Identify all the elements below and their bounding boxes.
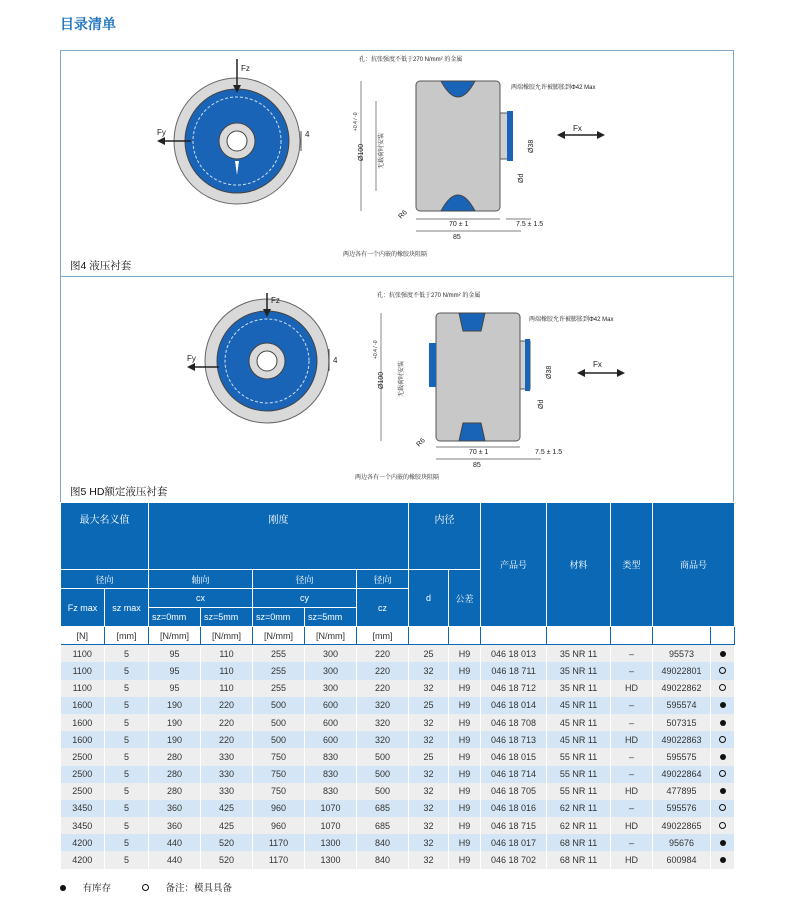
in-stock-dot-icon [720, 788, 726, 794]
table-cell: 55 NR 11 [547, 783, 611, 800]
table-cell: 190 [149, 714, 201, 731]
dim-4-label: 4 [305, 130, 310, 139]
table-cell: 750 [253, 766, 305, 783]
table-cell: 960 [253, 800, 305, 817]
legend-note-label: 备注：模具具备 [165, 883, 232, 894]
table-cell: 110 [201, 645, 253, 663]
table-cell: 190 [149, 731, 201, 748]
table-cell: 1300 [305, 834, 357, 851]
table-row [61, 800, 735, 817]
table-cell: 3450 [61, 800, 105, 817]
table-cell: 5 [105, 645, 149, 663]
unit-cell: [N/mm] [305, 627, 357, 645]
table-cell: H9 [449, 662, 481, 679]
hd-hydraulic-bushing-drawing [61, 277, 733, 503]
table-cell: 220 [201, 714, 253, 731]
table-cell: 32 [409, 783, 449, 800]
table-cell: 330 [201, 783, 253, 800]
table-cell: 750 [253, 783, 305, 800]
availability-cell [711, 645, 735, 663]
table-cell: H9 [449, 783, 481, 800]
dia-tol: +0.4 / -0 [353, 112, 359, 131]
availability-cell [711, 766, 735, 783]
table-cell: 1170 [253, 851, 305, 868]
unit-cell: [mm] [357, 627, 409, 645]
table-cell: 300 [305, 680, 357, 697]
table-cell: 685 [357, 800, 409, 817]
load-direction: 无载荷时安装 [379, 132, 385, 169]
front-view [187, 293, 329, 423]
table-cell: 840 [357, 851, 409, 868]
table-cell: 25 [409, 748, 449, 765]
mold-available-dot-icon [719, 804, 726, 811]
fz-label: Fz [241, 64, 250, 73]
unit-cell [611, 627, 653, 645]
table-row [61, 662, 735, 679]
table-body [61, 627, 735, 869]
table-cell: 320 [357, 731, 409, 748]
table-cell: 1300 [305, 851, 357, 868]
table-cell: H9 [449, 731, 481, 748]
table-cell: 45 NR 11 [547, 697, 611, 714]
table-cell: 5 [105, 748, 149, 765]
header-material: 材料 [547, 503, 611, 627]
table-cell: 1170 [253, 834, 305, 851]
table-cell: 595574 [653, 697, 711, 714]
table-row [61, 645, 735, 663]
table-cell: 595575 [653, 748, 711, 765]
table-cell: 046 18 014 [481, 697, 547, 714]
table-cell: 5 [105, 662, 149, 679]
in-stock-dot-icon [720, 651, 726, 657]
header-radial-2: 径向 [253, 570, 357, 589]
table-cell: 95 [149, 680, 201, 697]
table-cell: 360 [149, 817, 201, 834]
figure-4 [60, 50, 734, 278]
table-cell: 5 [105, 714, 149, 731]
table-cell: 5 [105, 766, 149, 783]
table-cell: 62 NR 11 [547, 800, 611, 817]
table-cell: 360 [149, 800, 201, 817]
table-cell: 220 [357, 680, 409, 697]
header-cz: cz [357, 589, 409, 627]
table-cell: 32 [409, 817, 449, 834]
header-cy: cy [253, 589, 357, 608]
availability-cell [711, 714, 735, 731]
mold-available-dot-icon [719, 736, 726, 743]
dim-7-5: 7.5 ± 1.5 [516, 221, 544, 228]
table-cell: 25 [409, 697, 449, 714]
table-cell: 840 [357, 834, 409, 851]
header-sz0-a: sz=0mm [149, 608, 201, 627]
table-cell: 280 [149, 783, 201, 800]
availability-cell [711, 800, 735, 817]
table-cell: 1070 [305, 800, 357, 817]
table-cell: 220 [357, 662, 409, 679]
table-cell: – [611, 645, 653, 663]
table-cell: 95 [149, 645, 201, 663]
fx-label: Fx [573, 124, 582, 133]
table-cell: 830 [305, 766, 357, 783]
table-cell: H9 [449, 800, 481, 817]
side-view [381, 313, 625, 459]
table-cell: 520 [201, 834, 253, 851]
mold-available-dot-icon [719, 684, 726, 691]
table-row [61, 834, 735, 851]
in-stock-dot-icon [720, 840, 726, 846]
table-cell: 046 18 705 [481, 783, 547, 800]
table-cell: 62 NR 11 [547, 817, 611, 834]
table-cell: 4200 [61, 834, 105, 851]
table-cell: 5 [105, 697, 149, 714]
dim-7-5: 7.5 ± 1.5 [535, 449, 563, 456]
note-top: 孔：抗张强度不低于270 N/mm² 的金属 [377, 293, 481, 299]
figure-5 [60, 276, 734, 504]
table-cell: 330 [201, 766, 253, 783]
note-top: 孔：抗张强度不低于270 N/mm² 的金属 [359, 57, 463, 63]
table-row [61, 783, 735, 800]
table-cell: 3450 [61, 817, 105, 834]
table-cell: H9 [449, 851, 481, 868]
table-cell: 1100 [61, 662, 105, 679]
table-cell: 600 [305, 714, 357, 731]
table-cell: H9 [449, 817, 481, 834]
table-cell: 5 [105, 817, 149, 834]
table-cell: 255 [253, 680, 305, 697]
in-stock-dot-icon [720, 720, 726, 726]
table-cell: 32 [409, 714, 449, 731]
header-type: 类型 [611, 503, 653, 627]
unit-cell [481, 627, 547, 645]
table-cell: 1070 [305, 817, 357, 834]
table-cell: 49022865 [653, 817, 711, 834]
table-cell: 35 NR 11 [547, 645, 611, 663]
table-cell: 32 [409, 766, 449, 783]
table-cell: H9 [449, 645, 481, 663]
table-cell: 300 [305, 662, 357, 679]
table-cell: 1100 [61, 680, 105, 697]
unit-cell: [N/mm] [149, 627, 201, 645]
table-cell: 595576 [653, 800, 711, 817]
figure-caption: 图5 HD额定液压衬套 [70, 486, 168, 498]
dia-d: Ød [518, 173, 525, 183]
unit-cell [547, 627, 611, 645]
table-cell: 110 [201, 662, 253, 679]
table-cell: 046 18 016 [481, 800, 547, 817]
table-cell: 49022801 [653, 662, 711, 679]
table-cell: – [611, 714, 653, 731]
table-cell: 49022863 [653, 731, 711, 748]
table-row [61, 680, 735, 697]
fz-label: Fz [271, 296, 280, 305]
availability-cell [711, 834, 735, 851]
table-cell: – [611, 697, 653, 714]
table-cell: 220 [201, 731, 253, 748]
table-cell: – [611, 834, 653, 851]
table-cell: 320 [357, 697, 409, 714]
fy-label: Fy [157, 128, 166, 137]
table-cell: H9 [449, 766, 481, 783]
table-cell: 046 18 713 [481, 731, 547, 748]
table-cell: H9 [449, 714, 481, 731]
header-cx: cx [149, 589, 253, 608]
table-cell: 25 [409, 645, 449, 663]
legend-stock [60, 883, 125, 894]
fy-label: Fy [187, 354, 196, 363]
availability-cell [711, 731, 735, 748]
table-cell: 425 [201, 817, 253, 834]
table-cell: 477895 [653, 783, 711, 800]
table-cell: 5 [105, 680, 149, 697]
table-cell: 830 [305, 783, 357, 800]
table-cell: 046 18 017 [481, 834, 547, 851]
table-cell: – [611, 766, 653, 783]
table-cell: 500 [253, 697, 305, 714]
table-cell: 500 [357, 748, 409, 765]
unit-cell: [N/mm] [201, 627, 253, 645]
table-cell: 95 [149, 662, 201, 679]
unit-cell [711, 627, 735, 645]
table-cell: 95676 [653, 834, 711, 851]
radius-r6: R6 [415, 437, 427, 449]
table-cell: H9 [449, 680, 481, 697]
dia-d: Ød [538, 399, 545, 409]
table-cell: 046 18 013 [481, 645, 547, 663]
table-row [61, 766, 735, 783]
table-cell: 4200 [61, 851, 105, 868]
table-cell: 45 NR 11 [547, 714, 611, 731]
legend [60, 880, 260, 894]
table-cell: HD [611, 783, 653, 800]
hydraulic-bushing-drawing [61, 51, 733, 277]
unit-cell [449, 627, 481, 645]
availability-cell [711, 817, 735, 834]
dia-tol: +0.4 / -0 [373, 340, 379, 359]
table-cell: 5 [105, 783, 149, 800]
table-cell: 95573 [653, 645, 711, 663]
dim-4-label: 4 [333, 356, 338, 365]
table-cell: 32 [409, 851, 449, 868]
table-cell: 960 [253, 817, 305, 834]
table-cell: 425 [201, 800, 253, 817]
table-row [61, 714, 735, 731]
legend-stock-label: 有库存 [82, 883, 112, 894]
dia-38: Ø38 [528, 139, 535, 153]
header-axial: 轴向 [149, 570, 253, 589]
load-direction: 无载荷时安装 [399, 360, 405, 397]
dia-38: Ø38 [546, 365, 553, 379]
figure-caption: 图4 液压衬套 [70, 260, 132, 272]
fx-label: Fx [593, 360, 602, 369]
table-cell: 500 [357, 783, 409, 800]
header-sz5-b: sz=5mm [305, 608, 357, 627]
dia-outer: Ø100 [358, 143, 365, 161]
table-cell: 500 [253, 731, 305, 748]
table-cell: HD [611, 817, 653, 834]
mold-available-dot-icon [719, 770, 726, 777]
table-cell: 32 [409, 834, 449, 851]
table-cell: 2500 [61, 783, 105, 800]
table-cell: 600 [305, 731, 357, 748]
table-cell: 1100 [61, 645, 105, 663]
availability-cell [711, 783, 735, 800]
table-cell: 500 [357, 766, 409, 783]
table-cell: – [611, 800, 653, 817]
header-max-nominal: 最大名义值 [61, 503, 149, 570]
table-cell: 046 18 715 [481, 817, 547, 834]
table-cell: – [611, 748, 653, 765]
table-cell: 55 NR 11 [547, 748, 611, 765]
table-cell: 32 [409, 800, 449, 817]
availability-cell [711, 680, 735, 697]
table-cell: 220 [201, 697, 253, 714]
table-cell: 600 [305, 697, 357, 714]
in-stock-dot-icon [720, 857, 726, 863]
filled-dot-icon [60, 885, 66, 891]
legend-note [142, 883, 246, 894]
table-cell: 5 [105, 731, 149, 748]
table-cell: 046 18 711 [481, 662, 547, 679]
availability-cell [711, 851, 735, 868]
table-cell: 046 18 708 [481, 714, 547, 731]
table-cell: 110 [201, 680, 253, 697]
spec-table [60, 502, 735, 869]
table-cell: 45 NR 11 [547, 731, 611, 748]
note-side: 两端橡胶允许被膨胀到Φ42 Max [529, 317, 614, 323]
hollow-dot-icon [142, 884, 149, 891]
table-cell: 440 [149, 851, 201, 868]
table-cell: 55 NR 11 [547, 766, 611, 783]
header-sz-max: sz max [105, 589, 149, 627]
header-fz-max: Fz max [61, 589, 105, 627]
radius-r6: R6 [397, 209, 409, 221]
note-bottom: 两边各有一个内嵌的橡胶块阻隔 [343, 252, 428, 258]
header-product-no: 产品号 [481, 503, 547, 627]
table-cell: 440 [149, 834, 201, 851]
table-cell: 32 [409, 731, 449, 748]
header-item-no: 商品号 [653, 503, 735, 627]
table-cell: – [611, 662, 653, 679]
table-cell: 300 [305, 645, 357, 663]
table-cell: 32 [409, 662, 449, 679]
header-d: d [409, 570, 449, 627]
header-sz5-a: sz=5mm [201, 608, 253, 627]
note-side: 两端橡胶允许被膨胀到Φ42 Max [511, 85, 596, 91]
table-cell: 1600 [61, 731, 105, 748]
front-view [157, 59, 301, 204]
table-cell: 330 [201, 748, 253, 765]
unit-cell [653, 627, 711, 645]
table-cell: 280 [149, 766, 201, 783]
table-cell: 68 NR 11 [547, 834, 611, 851]
header-radial-1: 径向 [61, 570, 149, 589]
table-cell: 600984 [653, 851, 711, 868]
table-cell: 750 [253, 748, 305, 765]
table-cell: 320 [357, 714, 409, 731]
header-inner-diameter: 内径 [409, 503, 481, 570]
table-row [61, 748, 735, 765]
unit-cell: [N/mm] [253, 627, 305, 645]
table-cell: H9 [449, 697, 481, 714]
dim-85: 85 [473, 462, 481, 469]
table-cell: 2500 [61, 766, 105, 783]
table-cell: H9 [449, 748, 481, 765]
dim-70: 70 ± 1 [469, 449, 489, 456]
table-cell: 32 [409, 680, 449, 697]
header-radial-3: 径向 [357, 570, 409, 589]
table-cell: 1600 [61, 714, 105, 731]
unit-cell [409, 627, 449, 645]
table-cell: 685 [357, 817, 409, 834]
table-cell: 35 NR 11 [547, 662, 611, 679]
availability-cell [711, 662, 735, 679]
table-cell: 046 18 712 [481, 680, 547, 697]
table-row [61, 817, 735, 834]
side-view [361, 81, 605, 231]
page-title: 目录清单 [60, 16, 116, 32]
table-cell: 5 [105, 851, 149, 868]
table-row [61, 851, 735, 868]
unit-cell: [mm] [105, 627, 149, 645]
table-cell: 68 NR 11 [547, 851, 611, 868]
table-cell: 1600 [61, 697, 105, 714]
table-row [61, 697, 735, 714]
table-cell: 35 NR 11 [547, 680, 611, 697]
table-cell: 507315 [653, 714, 711, 731]
table-cell: 2500 [61, 748, 105, 765]
table-cell: 255 [253, 662, 305, 679]
table-cell: HD [611, 851, 653, 868]
availability-cell [711, 697, 735, 714]
table-cell: 500 [253, 714, 305, 731]
table-cell: 520 [201, 851, 253, 868]
note-bottom: 两边各有一个内嵌的橡胶块阻隔 [355, 475, 440, 481]
unit-row [61, 627, 735, 645]
in-stock-dot-icon [720, 754, 726, 760]
table-cell: 830 [305, 748, 357, 765]
table-cell: 5 [105, 834, 149, 851]
mold-available-dot-icon [719, 822, 726, 829]
dim-85: 85 [453, 234, 461, 241]
unit-cell: [N] [61, 627, 105, 645]
table-cell: 49022864 [653, 766, 711, 783]
table-row [61, 731, 735, 748]
table-cell: H9 [449, 834, 481, 851]
table-cell: 046 18 714 [481, 766, 547, 783]
header-tolerance: 公差 [449, 570, 481, 627]
table-cell: 49022862 [653, 680, 711, 697]
mold-available-dot-icon [719, 667, 726, 674]
table-cell: 046 18 015 [481, 748, 547, 765]
table-cell: 255 [253, 645, 305, 663]
header-sz0-b: sz=0mm [253, 608, 305, 627]
table-cell: 5 [105, 800, 149, 817]
in-stock-dot-icon [720, 702, 726, 708]
table-cell: 220 [357, 645, 409, 663]
header-stiffness: 刚度 [149, 503, 409, 570]
dim-70: 70 ± 1 [449, 221, 469, 228]
dia-outer: Ø100 [378, 371, 385, 389]
table-cell: HD [611, 731, 653, 748]
table-cell: 190 [149, 697, 201, 714]
table-cell: HD [611, 680, 653, 697]
table-cell: 280 [149, 748, 201, 765]
table-cell: 046 18 702 [481, 851, 547, 868]
availability-cell [711, 748, 735, 765]
